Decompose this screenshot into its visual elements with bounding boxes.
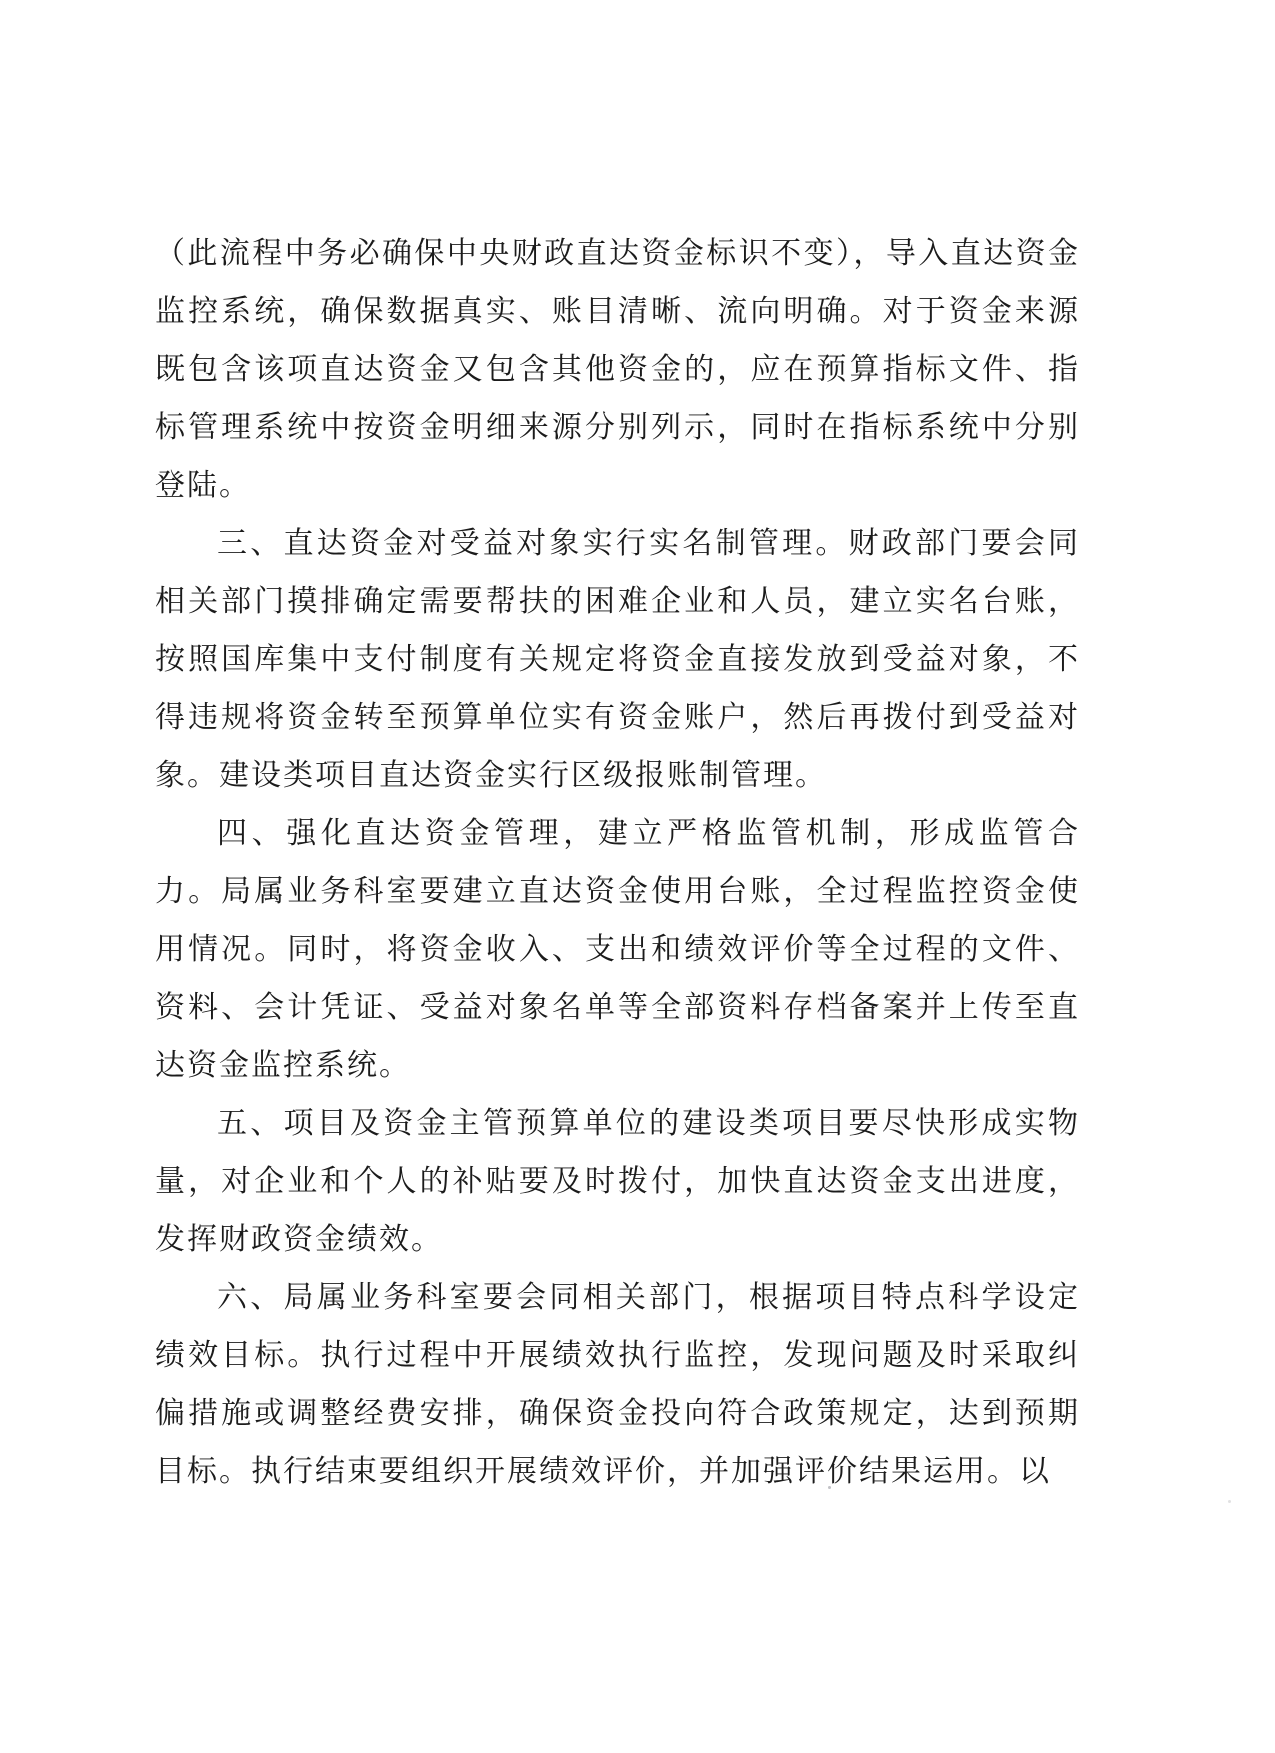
scan-speck xyxy=(1228,1500,1231,1503)
paragraph-section-4: 四、强化直达资金管理，建立严格监管机制，形成监管合力。局属业务科室要建立直达资金使用台账，全过程监控资金使用情况。同时，将资金收入、支出和绩效评价等全过程的文件、资料、会计凭证、受益对象名单等全部资料存档备案并上传至直达资金监控系统。 xyxy=(155,816,1080,1083)
document-body xyxy=(155,225,1080,1501)
paragraph-section-6: 六、局属业务科室要会同相关部门，根据项目特点科学设定绩效目标。执行过程中开展绩效执行监控，发现问题及时采取纠偏措施或调整经费安排，确保资金投向符合政策规定，达到预期目标。执行结束要组织开展绩效评价，并加强评价结果运用。以 xyxy=(155,1280,1080,1489)
paragraph-continuation: （此流程中务必确保中央财政直达资金标识不变），导入直达资金监控系统，确保数据真实、账目清晰、流向明确。对于资金来源既包含该项直达资金又包含其他资金的，应在预算指标文件、指标管理系统中按资金明细来源分别列示，同时在指标系统中分别登陆。 xyxy=(155,236,1080,503)
paragraph-section-5: 五、项目及资金主管预算单位的建设类项目要尽快形成实物量，对企业和个人的补贴要及时拨付，加快直达资金支出进度，发挥财政资金绩效。 xyxy=(155,1106,1080,1257)
paragraph-section-3: 三、直达资金对受益对象实行实名制管理。财政部门要会同相关部门摸排确定需要帮扶的困难企业和人员，建立实名台账，按照国库集中支付制度有关规定将资金直接发放到受益对象，不得违规将资金转至预算单位实有资金账户，然后再拨付到受益对象。建设类项目直达资金实行区级报账制管理。 xyxy=(155,526,1080,793)
